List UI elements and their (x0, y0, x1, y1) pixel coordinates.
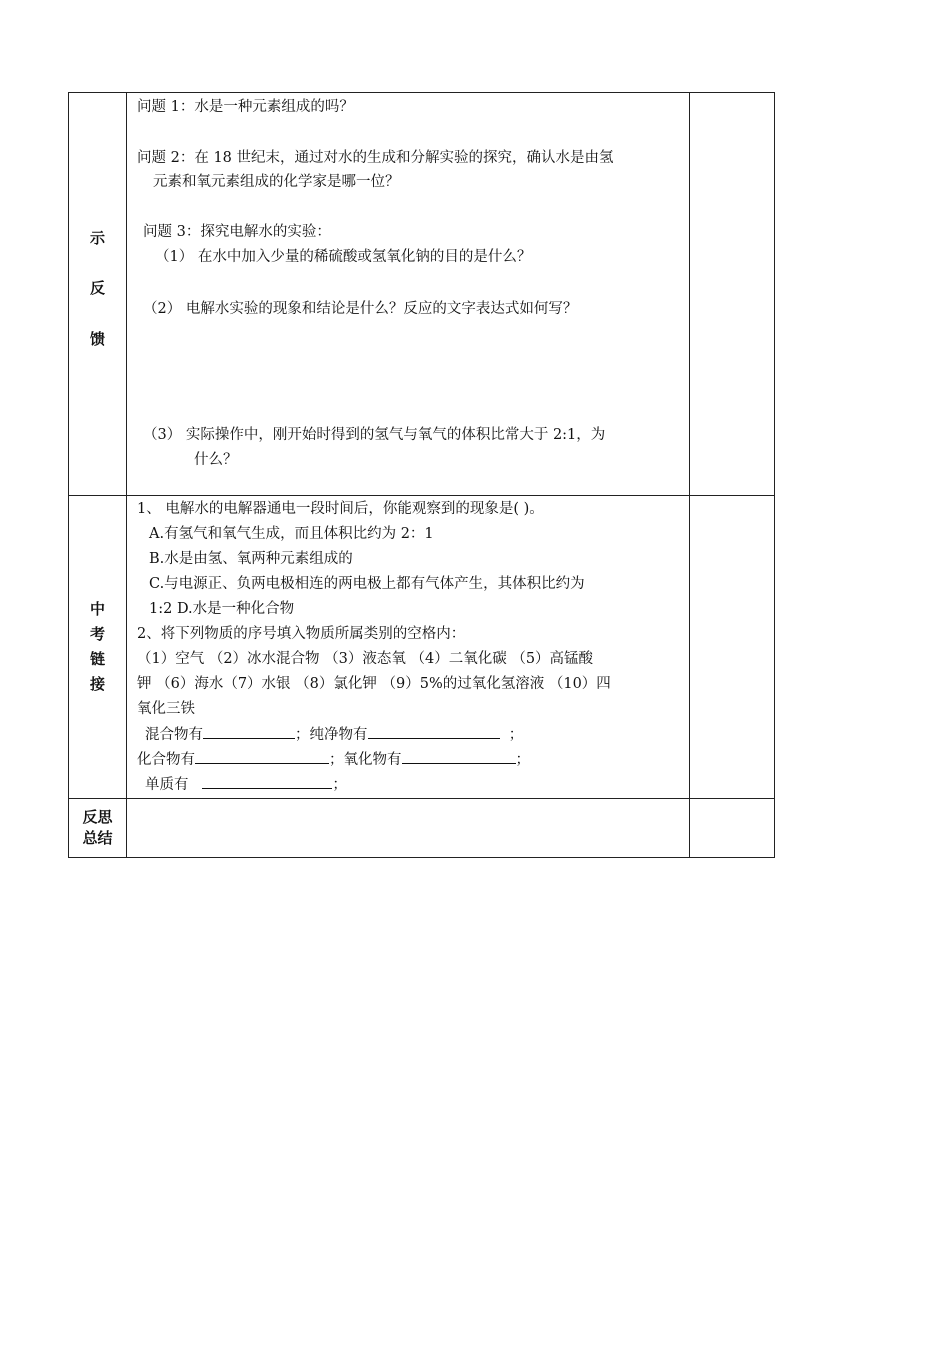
element-label: 单质有 (145, 777, 189, 793)
oxide-blank[interactable] (402, 747, 516, 764)
reflection-label-line-2: 总结 (82, 829, 113, 847)
question-3-1: （1） 在水中加入少量的稀硫酸或氢氧化钠的目的是什么？ (155, 249, 532, 265)
question-2-line-2: 元素和氧元素组成的化学家是哪一位？ (153, 174, 400, 190)
exam-label-char: 接 (89, 675, 105, 694)
mixture-label: 混合物有 (145, 727, 203, 743)
problem-1-stem: 1、 电解水的电解器通电一段时间后，你能观察到的现象是( )。 (137, 501, 544, 517)
pure-blank[interactable] (368, 722, 500, 739)
problem-2-items-line-1: （1）空气 （2）冰水混合物 （3）液态氧 （4）二氧化碳 （5）高锰酸 (137, 651, 594, 667)
feedback-label (69, 93, 127, 496)
question-3-2: （2） 电解水实验的现象和结论是什么？反应的文字表达式如何写？ (143, 301, 578, 317)
semicolon: ； (515, 752, 530, 768)
reflection-row (69, 799, 775, 858)
reflection-label (69, 799, 127, 858)
feedback-notes-cell (690, 93, 775, 496)
exam-notes-cell (690, 496, 775, 799)
exam-link-row (69, 496, 775, 799)
feedback-label-char: 反 (89, 279, 105, 298)
pure-label: ；纯净物有 (295, 727, 368, 743)
exam-label-char: 中 (89, 599, 105, 618)
question-1: 问题 1：水是一种元素组成的吗？ (137, 99, 354, 115)
problem-2-items-line-2: 钾 （6）海水（7）水银 （8）氯化钾 （9）5%的过氧化氢溶液 （10）四 (137, 676, 611, 692)
fill-line-mixture-pure (145, 722, 523, 747)
reflection-notes-cell (690, 799, 775, 858)
mixture-blank[interactable] (203, 722, 295, 739)
problem-1-option-b: B.水是由氢、氧两种元素组成的 (149, 551, 353, 567)
feedback-label-char: 馈 (89, 329, 105, 348)
problem-1-option-c-line-2: 1:2 D.水是一种化合物 (149, 601, 295, 617)
oxide-label: ；氧化物有 (329, 752, 402, 768)
element-blank[interactable] (202, 772, 332, 789)
exam-link-label (69, 496, 127, 799)
problem-1-option-a: A.有氢气和氧气生成，而且体积比约为 2：1 (149, 526, 434, 542)
exam-label-char: 考 (89, 624, 105, 643)
problem-1-option-c-line-1: C.与电源正、负两电极相连的两电极上都有气体产生，其体积比约为 (149, 576, 585, 592)
compound-blank[interactable] (195, 747, 329, 764)
feedback-content (127, 93, 690, 496)
question-3-3-line-2: 什么？ (194, 452, 238, 468)
exam-link-content (127, 496, 690, 799)
question-3-3-line-1: （3） 实际操作中，刚开始时得到的氢气与氧气的体积比常大于 2:1，为 (143, 427, 606, 443)
compound-label: 化合物有 (137, 752, 195, 768)
fill-line-compound-oxide (137, 747, 530, 772)
exam-label-char: 链 (89, 650, 105, 668)
reflection-label-line-1: 反思 (82, 807, 113, 826)
worksheet (68, 92, 773, 858)
worksheet-table (68, 92, 775, 858)
problem-2-stem: 2、将下列物质的序号填入物质所属类别的空格内： (137, 626, 466, 642)
reflection-content[interactable] (127, 799, 690, 858)
semicolon: ； (508, 727, 524, 743)
semicolon: ； (332, 777, 347, 793)
feedback-row (69, 93, 775, 496)
fill-line-element (145, 772, 347, 797)
feedback-label-char: 示 (89, 229, 105, 248)
problem-2-items-line-3: 氧化三铁 (137, 701, 195, 717)
question-2-line-1: 问题 2：在 18 世纪末，通过对水的生成和分解实验的探究，确认水是由氢 (137, 150, 614, 166)
question-3-title: 问题 3：探究电解水的实验： (143, 224, 331, 240)
